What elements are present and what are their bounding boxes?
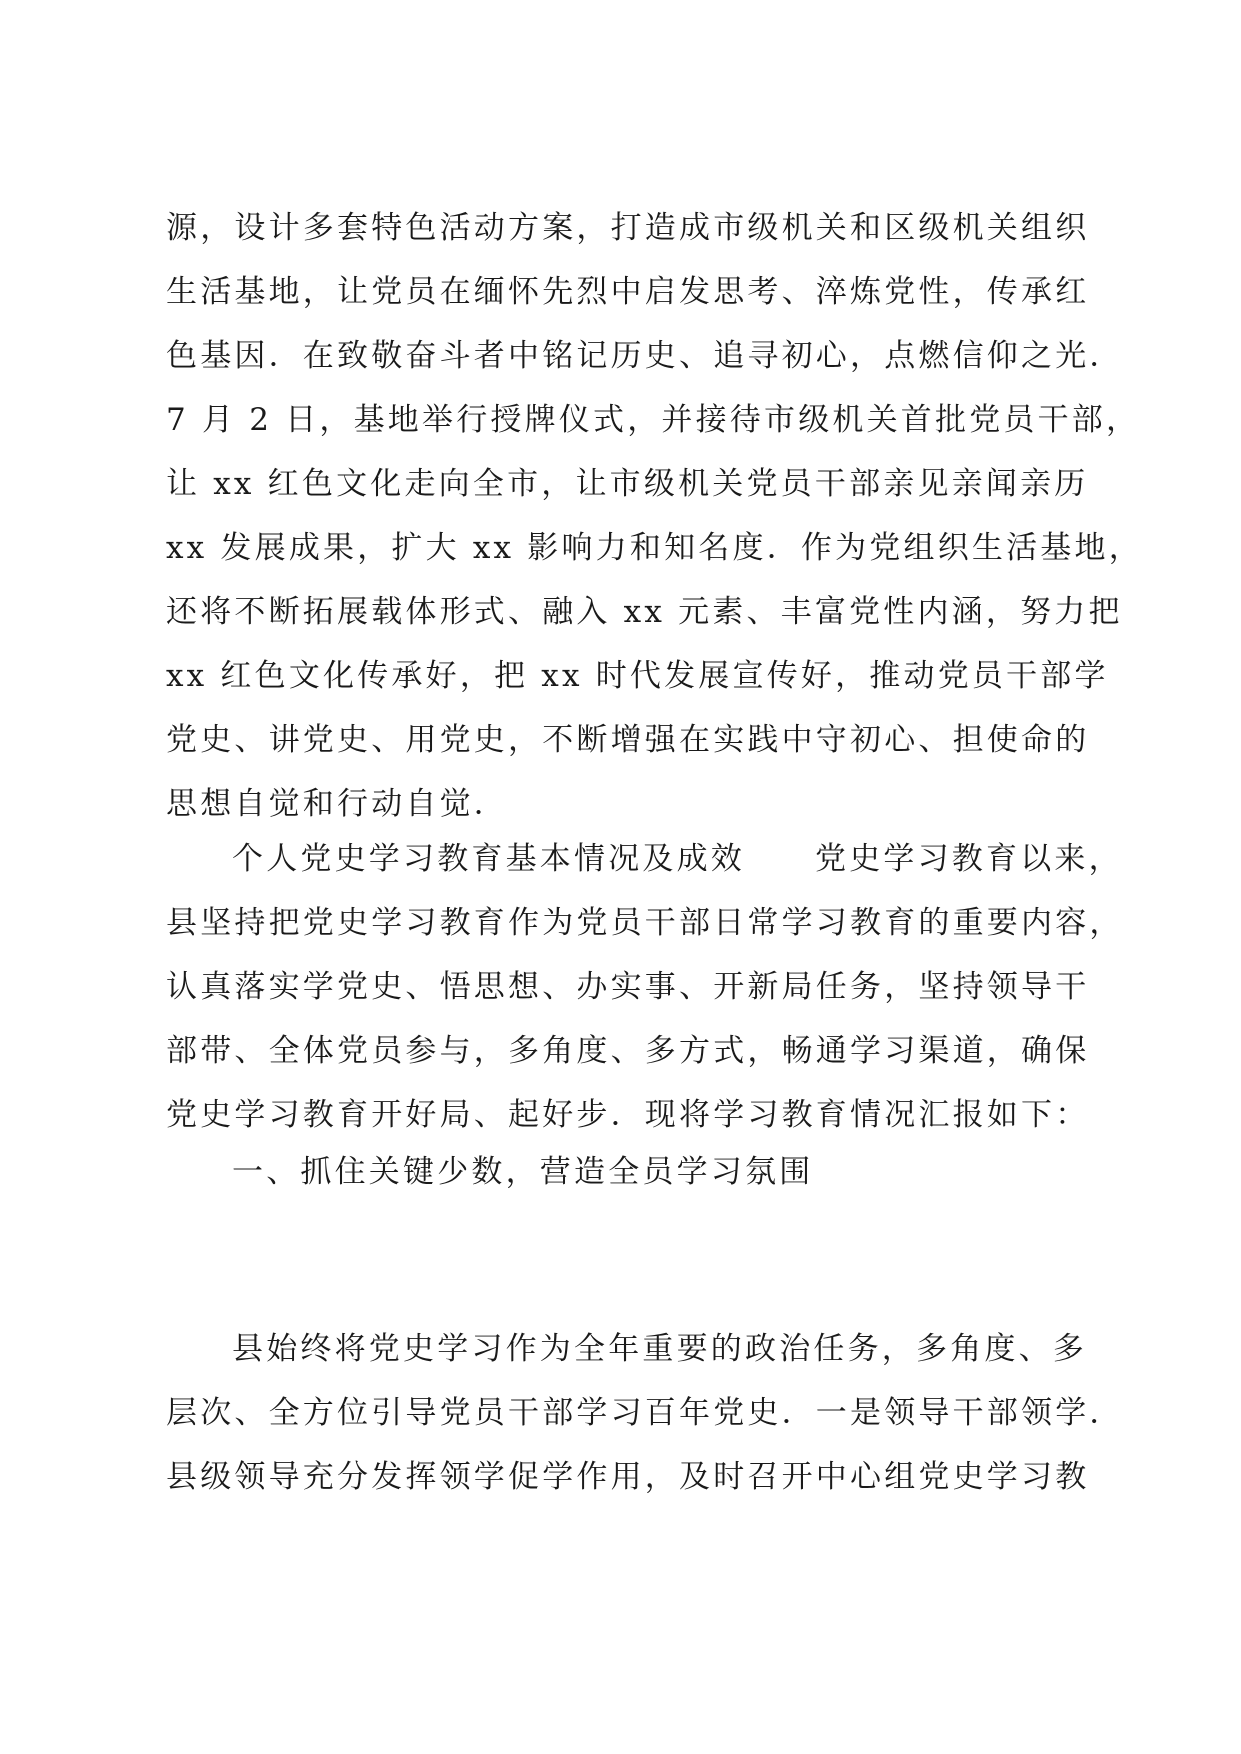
text-fragment: 党史学习教育以来， bbox=[815, 841, 1123, 877]
paragraph-summary bbox=[166, 827, 1124, 1147]
text-line: xx 红色文化传承好，把 xx 时代发展宣传好，推动党员干部学 bbox=[166, 658, 1109, 694]
paragraph-body bbox=[166, 1317, 1124, 1509]
text-line: 源，设计多套特色活动方案，打造成市级机关和区级机关组织 bbox=[166, 210, 1090, 246]
section-title: 个人党史学习教育基本情况及成效 bbox=[232, 841, 745, 877]
text-line: 党史学习教育开好局、起好步．现将学习教育情况汇报如下： bbox=[166, 1097, 1090, 1133]
text-line: 还将不断拓展载体形式、融入 xx 元素、丰富党性内涵，努力把 bbox=[166, 594, 1123, 630]
text-line: 生活基地，让党员在缅怀先烈中启发思考、淬炼党性，传承红 bbox=[166, 274, 1090, 310]
text-line: 让 xx 红色文化走向全市，让市级机关党员干部亲见亲闻亲历 bbox=[166, 466, 1089, 502]
text-line: xx 发展成果，扩大 xx 影响力和知名度．作为党组织生活基地， bbox=[166, 530, 1143, 566]
text-line: 县始终将党史学习作为全年重要的政治任务，多角度、多 bbox=[232, 1331, 1087, 1367]
section-heading bbox=[166, 1140, 1086, 1204]
paragraph-continuation bbox=[166, 196, 1143, 836]
text-line: 色基因．在致敬奋斗者中铭记历史、追寻初心，点燃信仰之光． bbox=[166, 338, 1124, 374]
text-line: 7 月 2 日，基地举行授牌仪式，并接待市级机关首批党员干部， bbox=[166, 402, 1141, 438]
text-line: 县级领导充分发挥领学促学作用，及时召开中心组党史学习教 bbox=[166, 1459, 1090, 1495]
text-line: 县坚持把党史学习教育作为党员干部日常学习教育的重要内容， bbox=[166, 905, 1124, 941]
text-line: 认真落实学党史、悟思想、办实事、开新局任务，坚持领导干 bbox=[166, 969, 1090, 1005]
text-line: 层次、全方位引导党员干部学习百年党史．一是领导干部领学． bbox=[166, 1395, 1124, 1431]
heading-text: 一、抓住关键少数，营造全员学习氛围 bbox=[232, 1154, 814, 1190]
text-line: 党史、讲党史、用党史，不断增强在实践中守初心、担使命的 bbox=[166, 722, 1090, 758]
text-line bbox=[166, 827, 1123, 891]
text-line: 部带、全体党员参与，多角度、多方式，畅通学习渠道，确保 bbox=[166, 1033, 1090, 1069]
text-line: 思想自觉和行动自觉． bbox=[166, 786, 508, 822]
